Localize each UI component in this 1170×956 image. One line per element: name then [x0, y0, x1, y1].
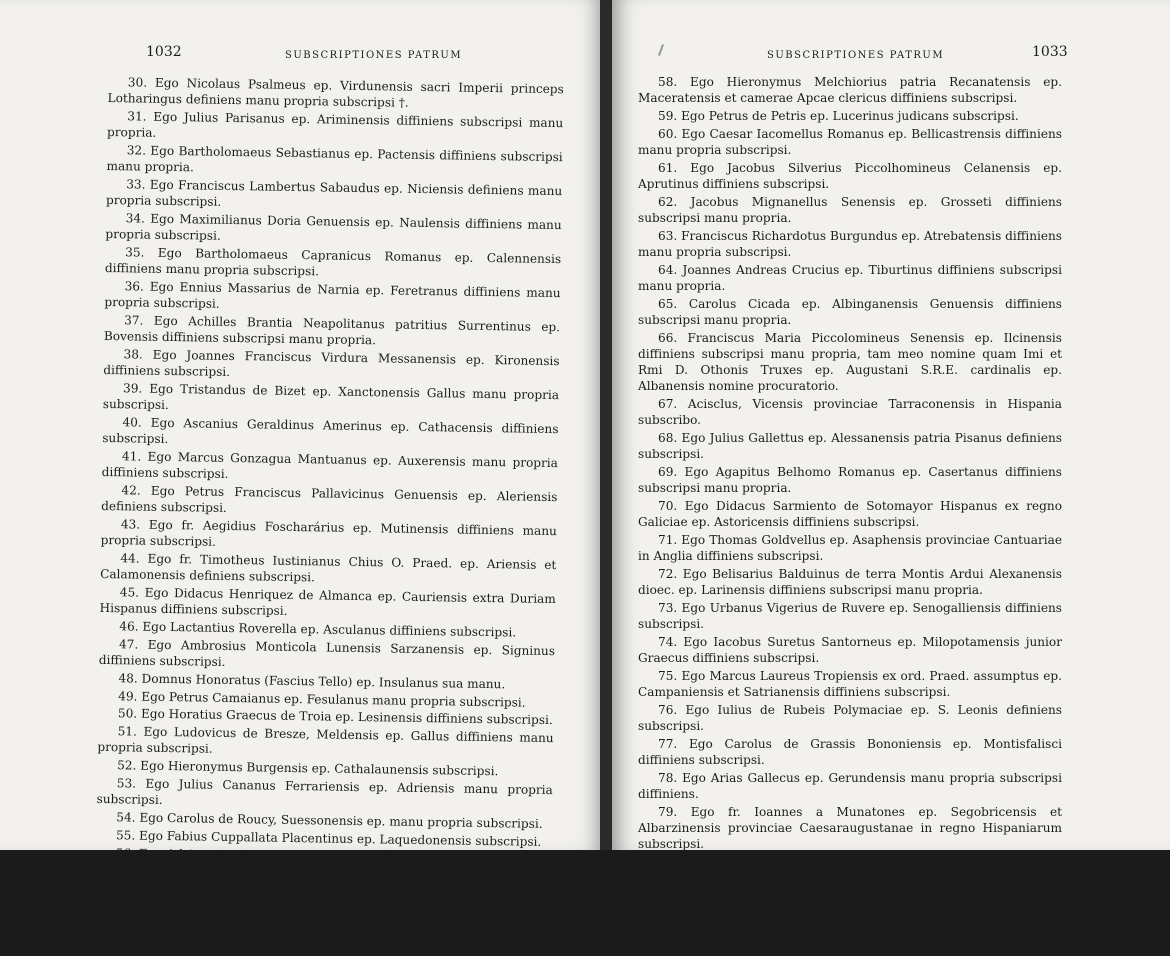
running-head: SUBSCRIPTIONES PATRUM: [767, 50, 945, 61]
subscription-entry: 60. Ego Caesar Iacomellus Romanus ep. Bellicastrensis diffiniens manu propria subscripsi.: [638, 126, 1062, 157]
subscription-list: [638, 74, 1062, 956]
subscription-entry: 43. Ego fr. Aegidius Foscharárius ep. Mutinensis diffiniens manu propria subscripsi.: [100, 517, 557, 549]
subscription-entry: 59. Ego Petrus de Petris ep. Lucerinus judicans subscripsi.: [658, 108, 1019, 123]
subscription-entry: 38. Ego Joannes Franciscus Virdura Messanensis ep. Kironensis diffiniens subscripsi.: [103, 347, 560, 379]
subscription-entry: 46. Ego Lactantius Roverella ep. Asculanus diffiniens subscripsi.: [119, 618, 517, 640]
subscription-entry: 66. Franciscus Maria Piccolomineus Senensis ep. Ilcinensis diffiniens subscripsi manu propria, tam meo nomine quam Imi et Rmi D. Othonis Truxes ep. Augustani S.R.E. cardinalis ep. Albanensis nomine procuratorio.: [638, 330, 1062, 394]
subscription-entry: 47. Ego Ambrosius Monticola Lunensis Sarzanensis ep. Signinus diffiniens subscripsi.: [98, 636, 556, 669]
subscription-entry: 72. Ego Belisarius Balduinus de terra Montis Ardui Alexanensis dioec. ep. Larinensis diffiniens subscripsi manu propria.: [638, 566, 1062, 597]
subscription-entry: 39. Ego Tristandus de Bizet ep. Xanctonensis Gallus manu propria subscripsi.: [102, 381, 560, 412]
subscription-entry: 76. Ego Iulius de Rubeis Polymaciae ep. S. Leonis definiens subscripsi.: [638, 702, 1062, 733]
subscription-entry: 57. Ego fr. Antonius a S. Michaele Hispanus O. Min. obs. ep. Montismarani diffiniens subscripsi.: [95, 864, 552, 898]
subscription-entry: 67. Acisclus, Vicensis provinciae Tarraconensis in Hispania subscribo.: [638, 396, 1062, 428]
page-number: 1032: [146, 44, 182, 60]
subscription-entry: 61. Ego Jacobus Silverius Piccolhomineus Celanensis ep. Aprutinus diffiniens subscripsi.: [638, 160, 1062, 191]
subscription-entry: 63. Franciscus Richardotus Burgundus ep. Atrebatensis diffiniens manu propria subscripsi.: [638, 228, 1062, 259]
subscription-entry: 74. Ego Iacobus Suretus Santorneus ep. Milopotamensis junior Graecus diffiniens subscripsi.: [638, 634, 1062, 665]
subscription-entry: 77. Ego Carolus de Grassis Bononiensis ep. Montisfalisci diffiniens subscripsi.: [638, 736, 1062, 767]
subscription-entry: 75. Ego Marcus Laureus Tropiensis ex ord. Praed. assumptus ep. Campaniensis et Satrianensis diffiniens subscripsi.: [638, 668, 1062, 699]
subscription-entry: 70. Ego Didacus Sarmiento de Sotomayor Hispanus ex regno Galiciae ep. Astoricensis diffiniens subscripsi.: [638, 498, 1062, 529]
subscription-entry: 31. Ego Julius Parisanus ep. Ariminensis diffiniens subscripsi manu propria.: [106, 109, 564, 140]
right-page: [612, 0, 1170, 953]
subscription-entry: 64. Joannes Andreas Crucius ep. Tiburtinus diffiniens subscripsi manu propria.: [638, 262, 1062, 293]
subscription-entry: 54. Ego Carolus de Roucy, Suessonensis ep. manu propria subscripsi.: [116, 810, 543, 832]
left-page: [0, 0, 604, 898]
subscription-entry: 58. Ego Hieronymus Melchiorius patria Recanatensis ep. Maceratensis et camerae Apcae clericus diffiniens subscripsi.: [638, 75, 1062, 106]
subscription-entry: 32. Ego Bartholomaeus Sebastianus ep. Pactensis diffiniens subscripsi manu propria.: [106, 143, 563, 175]
subscription-entry: 50. Ego Horatius Graecus de Troia ep. Lesinensis diffiniens subscripsi.: [117, 706, 553, 728]
subscription-entry: 65. Carolus Cicada ep. Albinganensis Genuensis diffiniens subscripsi manu propria.: [638, 296, 1062, 327]
subscription-entry: 30. Ego Nicolaus Psalmeus ep. Virdunensis sacri Imperii princeps Lotharingus definiens manu propria subscripsi †.: [107, 75, 564, 110]
subscription-entry: 68. Ego Julius Gallettus ep. Alessanensis patria Pisanus definiens subscripsi.: [638, 430, 1062, 462]
subscription-entry: 52. Ego Hieronymus Burgensis ep. Cathalaunensis subscripsi.: [117, 758, 499, 779]
subscription-entry: 79. Ego fr. Ioannes a Munatones ep. Segobricensis et Albarzinensis provinciae Caesaraugustanae in regno Hispaniarum subscripsi.: [638, 804, 1062, 851]
running-head: SUBSCRIPTIONES PATRUM: [285, 50, 463, 61]
subscription-entry: 69. Ego Agapitus Belhomo Romanus ep. Casertanus diffiniens subscripsi manu propria.: [638, 464, 1062, 496]
subscription-entry: 36. Ego Ennius Massarius de Narnia ep. Feretranus diffiniens manu propria subscripsi.: [104, 279, 561, 311]
subscription-entry: 42. Ego Petrus Franciscus Pallavicinus Genuensis ep. Aleriensis definiens subscripsi.: [101, 483, 558, 515]
subscription-entry: 48. Domnus Honoratus (Fascius Tello) ep. Insulanus sua manu.: [118, 670, 506, 691]
subscription-entry: 56. Ego Adrianus Fusconius ep. Aquinas diffiniens subscripsi.: [115, 846, 495, 867]
subscription-entry: 73. Ego Urbanus Vigerius de Ruvere ep. Senogalliensis diffiniens subscripsi.: [638, 600, 1062, 631]
subscription-entry: 51. Ego Ludovicus de Bresze, Meldensis ep. Gallus diffiniens manu propria subscripsi.: [97, 724, 554, 757]
subscription-entry: 45. Ego Didacus Henriquez de Almanca ep. Cauriensis extra Duriam Hispanus diffiniens subscripsi.: [99, 585, 556, 618]
pencil-mark: [658, 44, 664, 56]
subscription-entry: 62. Jacobus Mignanellus Senensis ep. Grosseti diffiniens subscripsi manu propria.: [638, 194, 1062, 225]
page-number: 1033: [1032, 44, 1068, 60]
subscription-entry: 49. Ego Petrus Camaianus ep. Fesulanus manu propria subscripsi.: [118, 688, 526, 710]
subscription-list: [95, 74, 564, 904]
subscription-entry: 53. Ego Julius Cananus Ferrariensis ep. Adriensis manu propria subscripsi.: [96, 776, 553, 808]
subscription-entry: 35. Ego Bartholomaeus Capranicus Romanus ep. Calennensis diffiniens manu propria subscripsi.: [104, 245, 562, 279]
subscription-entry: 80. Ego Franciscus Blanco ep. Auriensis in Hispaniae regno Galeciae diffiniens subscripsi.: [638, 854, 1062, 885]
subscription-entry: 78. Ego Arias Gallecus ep. Gerundensis manu propria subscripsi diffiniens.: [638, 770, 1062, 801]
subscription-entry: 41. Ego Marcus Gonzagua Mantuanus ep. Auxerensis manu propria diffiniens subscripsi.: [101, 449, 559, 481]
subscription-entry: 34. Ego Maximilianus Doria Genuensis ep. Naulensis diffiniens manu propria subscripsi.: [105, 211, 562, 243]
subscription-entry: 82. Ego Vincentius de Luchis Bononiensis ep. Anconae definiens subscripsi.: [638, 922, 1062, 953]
subscription-entry: 44. Ego fr. Timotheus Iustinianus Chius O. Praed. ep. Ariensis et Calamonensis definiens subscripsi.: [100, 551, 557, 585]
subscription-entry: 40. Ego Ascanius Geraldinus Amerinus ep. Cathacensis diffiniens subscripsi.: [102, 415, 559, 446]
subscription-entry: 33. Ego Franciscus Lambertus Sabaudus ep. Niciensis definiens manu propria subscripsi.: [105, 177, 563, 209]
subscription-entry: 81. Ego Franciscus Bachodus Sabaudus ep. Gebennensis diffiniens subscripsi.: [638, 888, 1062, 919]
subscription-entry: 37. Ego Achilles Brantia Neapolitanus patritius Surrentinus ep. Bovensis diffiniens subscripsi manu propria.: [103, 313, 561, 348]
subscription-entry: 71. Ego Thomas Goldvellus ep. Asaphensis provinciae Cantuariae in Anglia diffiniens subscripsi.: [638, 532, 1062, 563]
subscription-entry: 55. Ego Fabius Cuppallata Placentinus ep. Laquedonensis subscripsi.: [115, 828, 542, 849]
